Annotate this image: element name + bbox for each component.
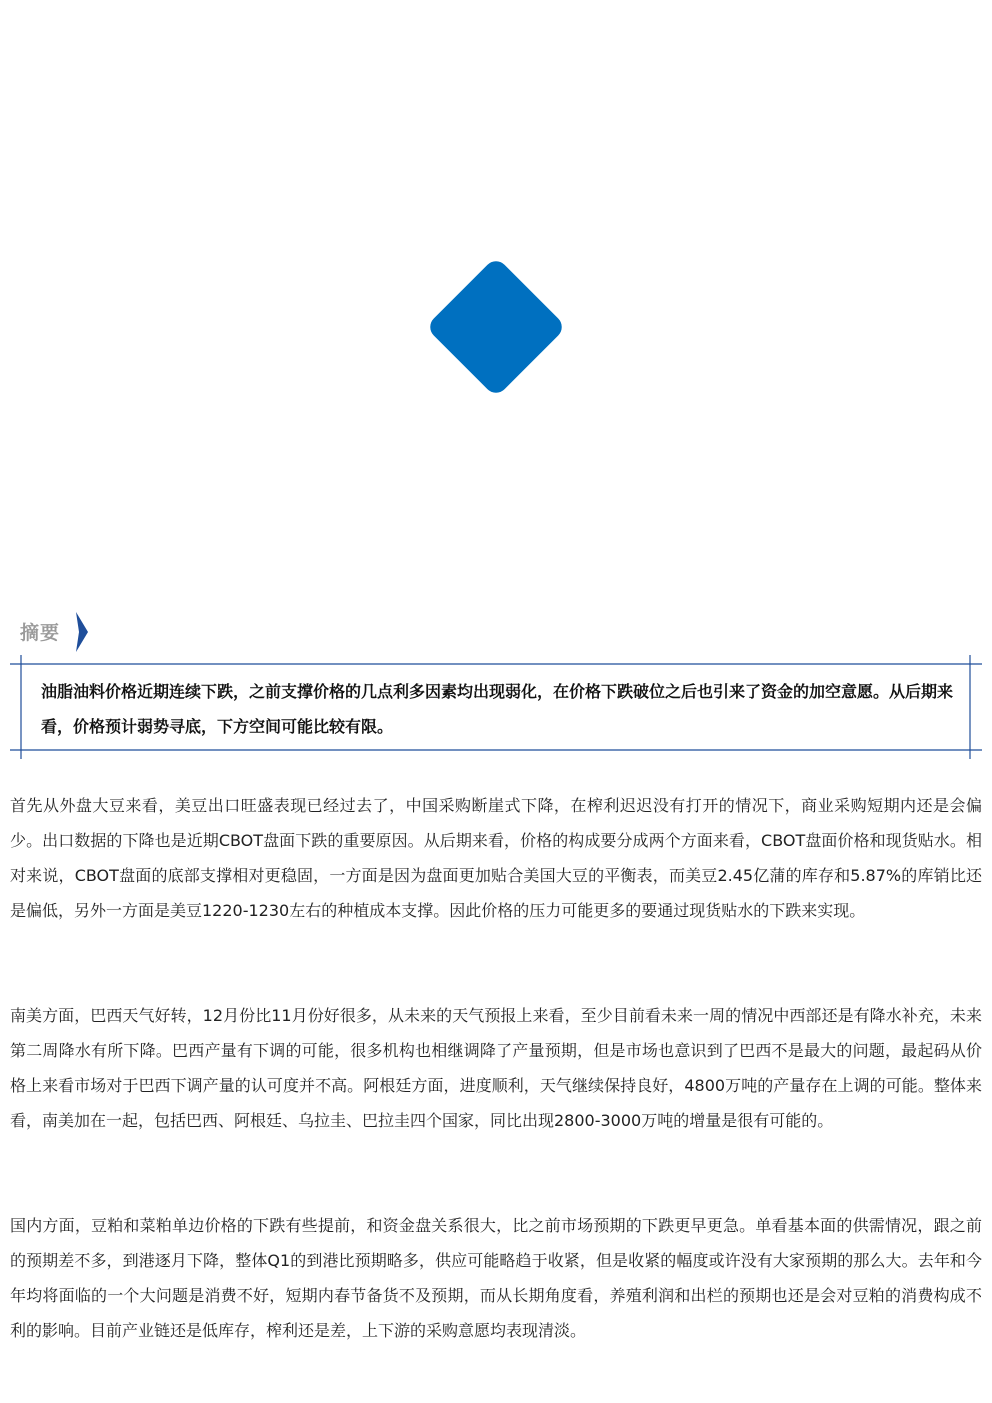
summary-title: 摘要 — [20, 621, 61, 644]
summary-box — [10, 655, 982, 759]
section-arrow-icon — [76, 612, 88, 652]
summary-header — [20, 612, 60, 650]
paragraph-domestic: 国内方面，豆粕和菜粕单边价格的下跌有些提前，和资金盘关系很大，比之前市场预期的下跌更早更急。单看基本面的供需情况，跟之前的预期差不多，到港逐月下降，整体Q1的到港比预期略多，供应可能略趋于收紧，但是收紧的幅度或许没有大家预期的那么大。去年和今年均将面临的一个大问题是消费不好，短期内春节备货不及预期，而从长期角度看，养殖利润和出栏的预期也还是会对豆粕的消费构成不利的影响。目前产业链还是低库存，榨利还是差，上下游的采购意愿均表现清淡。 — [10, 1216, 982, 1340]
paragraph-south-america: 南美方面，巴西天气好转，12月份比11月份好很多，从未来的天气预报上来看，至少目前看未来一周的情况中西部还是有降水补充，未来第二周降水有所下降。巴西产量有下调的可能，很多机构也相继调降了产量预期，但是市场也意识到了巴西不是最大的问题，最起码从价格上来看市场对于巴西下调产量的认可度并不高。阿根廷方面，进度顺利，天气继续保持良好，4800万吨的产量存在上调的可能。整体来看，南美加在一起，包括巴西、阿根廷、乌拉圭、巴拉圭四个国家，同比出现2800-3000万吨的增量是很有可能的。 — [10, 1006, 982, 1130]
summary-text: 油脂油料价格近期连续下跌，之前支撑价格的几点利多因素均出现弱化，在价格下跌破位之后也引来了资金的加空意愿。从后期来看，价格预计弱势寻底，下方空间可能比较有限。 — [41, 682, 954, 736]
brand-diamond-logo — [424, 255, 568, 399]
paragraph-overseas-soybean: 首先从外盘大豆来看，美豆出口旺盛表现已经过去了，中国采购断崖式下降，在榨利迟迟没有打开的情况下，商业采购短期内还是会偏少。出口数据的下降也是近期CBOT盘面下跌的重要原因。从后期来看，价格的构成要分成两个方面来看，CBOT盘面价格和现货贴水。相对来说，CBOT盘面的底部支撑相对更稳固，一方面是因为盘面更加贴合美国大豆的平衡表，而美豆2.45亿蒲的库存和5.87%的库销比还是偏低，另外一方面是美豆1220-1230左右的种植成本支撑。因此价格的压力可能更多的要通过现货贴水的下跌来实现。 — [10, 796, 982, 920]
